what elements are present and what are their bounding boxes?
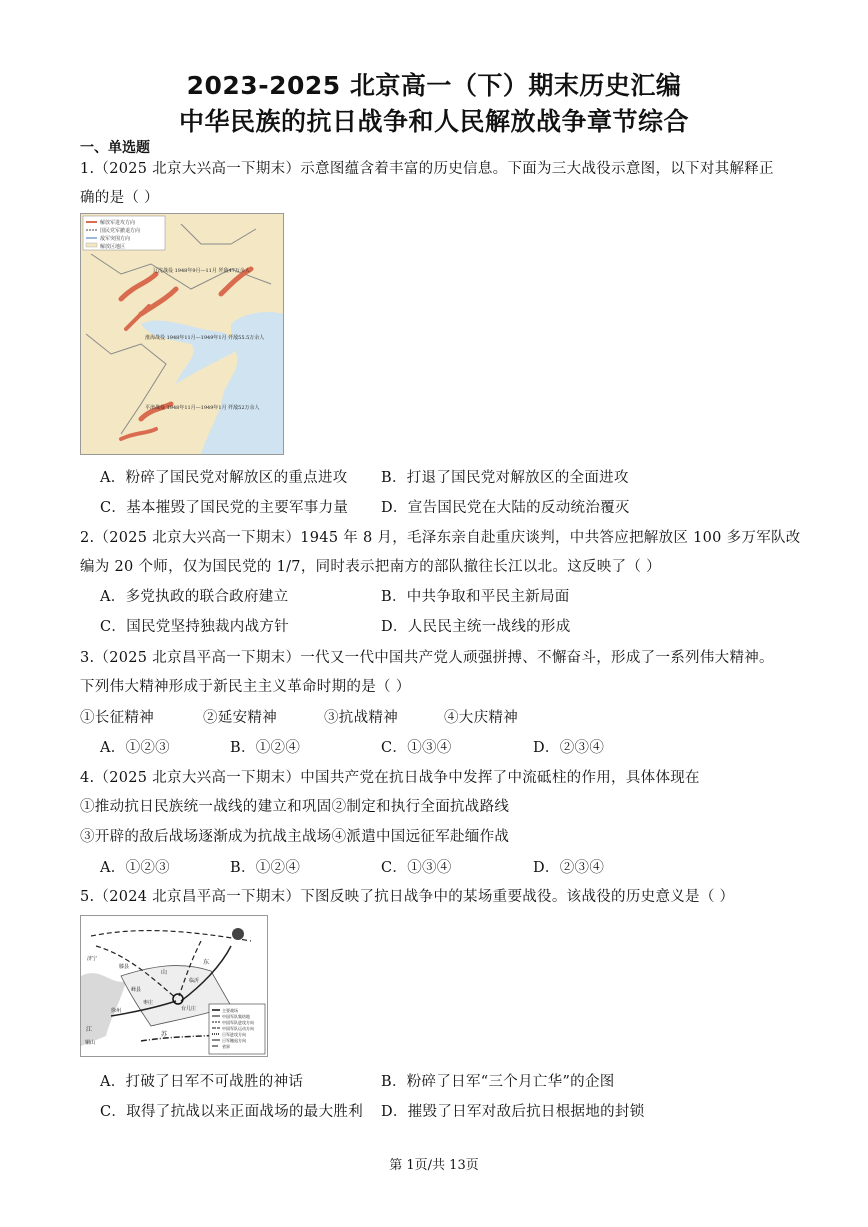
pingjin-label: 平津战役 1948年11月—1949年1月 歼敌52万余人 <box>145 405 260 411</box>
map2-place-jiang: 江 <box>86 1026 93 1033</box>
q3-option-b[interactable]: B．①②④ <box>230 740 301 756</box>
map2-legend-0: 主要战场 <box>222 1008 238 1013</box>
map2-place-taierzhuang: 台儿庄 <box>181 1006 197 1012</box>
map2-legend-6: 省界 <box>222 1044 230 1049</box>
huaihai-label: 淮海战役 1948年11月—1949年1月 歼敌55.5万余人 <box>145 335 265 341</box>
section-heading: 一、单选题 <box>80 140 150 156</box>
map2-place-tongshan: 铜山 <box>85 1040 96 1046</box>
map1-legend-1: 国民党军撤退方向 <box>100 228 141 234</box>
map2-place-yixian: 峄县 <box>131 987 142 993</box>
q3-item-2: ②延安精神 <box>203 710 277 726</box>
q5-option-d[interactable]: D．摧毁了日军对敌后抗日根据地的封锁 <box>381 1104 645 1120</box>
q3-stem-2: 下列伟大精神形成于新民主主义革命时期的是（ ） <box>80 679 411 695</box>
map1-legend-3: 解放区地区 <box>100 244 126 250</box>
q2-option-a[interactable]: A．多党执政的联合政府建立 <box>100 589 289 605</box>
q3-option-c[interactable]: C．①③④ <box>381 740 452 756</box>
map2-place-su: 苏 <box>161 1031 168 1038</box>
map2-place-dong: 东 <box>203 959 210 966</box>
map2-place-tengxian: 滕县 <box>119 964 130 970</box>
q5-option-a[interactable]: A．打破了日军不可战胜的神话 <box>100 1074 304 1090</box>
map2-legend-3: 中国军队运动方向 <box>222 1026 254 1031</box>
q4-stem-3: ③开辟的敌后战场逐渐成为抗战主战场④派遣中国远征军赴缅作战 <box>80 829 510 845</box>
q3-item-4: ④大庆精神 <box>444 710 518 726</box>
q2-option-c[interactable]: C．国民党坚持独裁内战方针 <box>100 619 289 635</box>
q1-option-a[interactable]: A．粉碎了国民党对解放区的重点进攻 <box>100 470 348 486</box>
q4-option-b[interactable]: B．①②④ <box>230 860 301 876</box>
q2-stem-2: 编为 20 个师，仅为国民党的 1/7，同时表示把南方的部队撤往长江以北。这反映了（ ） <box>80 559 661 575</box>
q3-item-3: ③抗战精神 <box>324 710 398 726</box>
q2-stem-1: 2.（2025 北京大兴高一下期末）1945 年 8 月，毛泽东亲自赴重庆谈判，中共答应把解放区 100 多万军队改 <box>80 530 801 546</box>
taierzhuang-battle-map-graphic <box>81 916 267 1056</box>
q5-option-c[interactable]: C．取得了抗战以来正面战场的最大胜利 <box>100 1104 363 1120</box>
liaoshen-label: 辽沈战役 1948年9月—11月 歼敌47万余人 <box>153 268 250 274</box>
map2-place-jining: 济宁 <box>87 956 98 962</box>
map2-legend-2: 中国军队进攻方向 <box>222 1020 254 1025</box>
three-campaigns-map-graphic <box>81 214 283 454</box>
map2-place-zaozhuang: 枣庄 <box>143 1000 154 1006</box>
map1-legend-0: 解放军进攻方向 <box>100 220 136 226</box>
q5-stem-1: 5.（2024 北京昌平高一下期末）下图反映了抗日战争中的某场重要战役。该战役的历史意义是（ ） <box>80 889 735 905</box>
q4-stem-1: 4.（2025 北京大兴高一下期末）中国共产党在抗日战争中发挥了中流砥柱的作用，具体体现在 <box>80 770 700 786</box>
map2-legend-1: 中国军队集结地 <box>222 1014 250 1019</box>
q4-stem-2: ①推动抗日民族统一战线的建立和巩固②制定和执行全面抗战路线 <box>80 799 510 815</box>
q4-option-d[interactable]: D．②③④ <box>533 860 605 876</box>
q3-stem-1: 3.（2025 北京昌平高一下期末）一代又一代中国共产党人顽强拼搏、不懈奋斗，形成了一系列伟大精神。 <box>80 650 774 666</box>
map2-place-xuzhou: 徐州 <box>111 1008 122 1014</box>
map2-legend-4: 日军进攻方向 <box>222 1032 246 1037</box>
q2-option-b[interactable]: B．中共争取和平民主新局面 <box>381 589 570 605</box>
q3-option-a[interactable]: A．①②③ <box>100 740 170 756</box>
page-footer: 第 1页/共 13页 <box>389 1158 479 1173</box>
q1-stem-2: 确的是（ ） <box>80 190 159 206</box>
map2-place-linyi: 临沂 <box>189 978 200 984</box>
q5-option-b[interactable]: B．粉碎了日军“三个月亡华”的企图 <box>381 1074 615 1090</box>
three-campaigns-map <box>80 213 284 455</box>
map1-legend-2: 敌军突围方向 <box>100 236 131 242</box>
map2-place-shan: 山 <box>161 969 168 976</box>
q1-option-c[interactable]: C．基本摧毁了国民党的主要军事力量 <box>100 500 349 516</box>
q2-option-d[interactable]: D．人民民主统一战线的形成 <box>381 619 571 635</box>
q3-item-1: ①长征精神 <box>80 710 154 726</box>
q3-option-d[interactable]: D．②③④ <box>533 740 605 756</box>
q4-option-a[interactable]: A．①②③ <box>100 860 170 876</box>
q4-option-c[interactable]: C．①③④ <box>381 860 452 876</box>
q1-option-b[interactable]: B．打退了国民党对解放区的全面进攻 <box>381 470 629 486</box>
q1-stem-1: 1.（2025 北京大兴高一下期末）示意图蕴含着丰富的历史信息。下面为三大战役示意图，以下对其解释正 <box>80 161 774 177</box>
taierzhuang-battle-map <box>80 915 268 1057</box>
doc-title-line1: 2023-2025 北京高一（下）期末历史汇编 <box>186 71 682 100</box>
doc-title-line2: 中华民族的抗日战争和人民解放战争章节综合 <box>178 107 689 136</box>
q1-option-d[interactable]: D．宣告国民党在大陆的反动统治覆灭 <box>381 500 630 516</box>
map2-legend-5: 日军撤退方向 <box>222 1038 246 1043</box>
